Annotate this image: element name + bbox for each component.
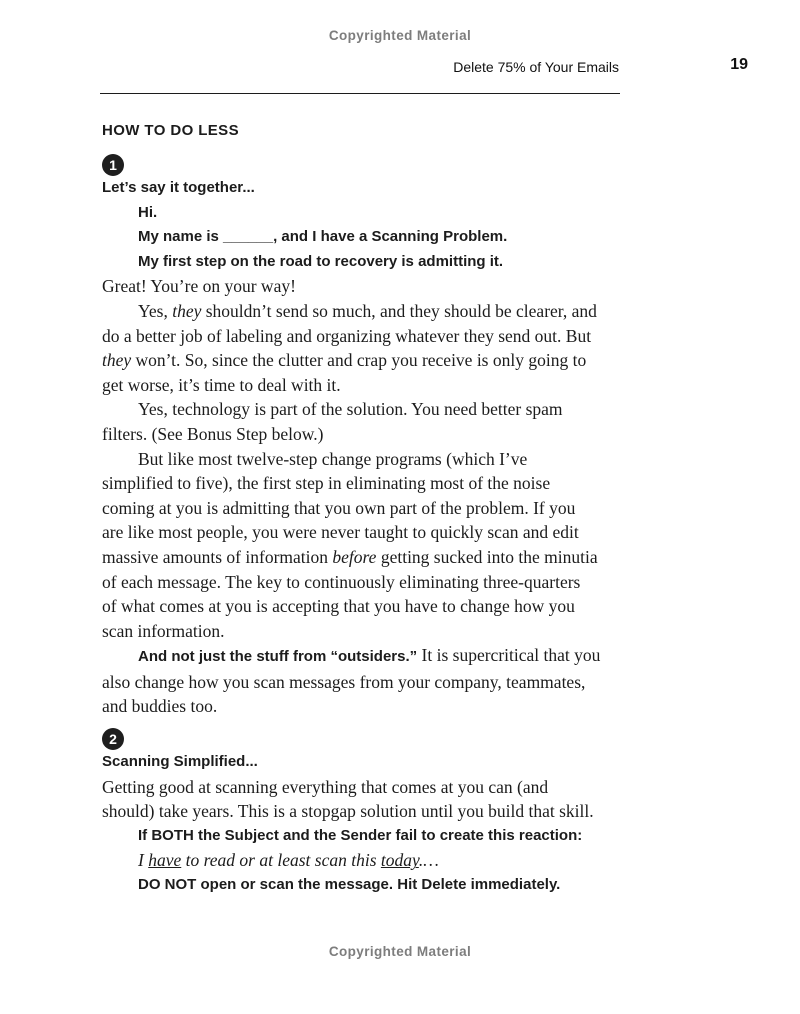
body-line: Getting good at scanning everything that comes at you can (and <box>102 776 549 797</box>
chant-line-3: My first step on the road to recovery is admitting it. <box>138 252 504 270</box>
body-line: get worse, it’s time to deal with it. <box>102 374 341 395</box>
rule-line: If BOTH the Subject and the Sender fail to create this reaction: <box>138 826 583 844</box>
chapter-title: Delete 75% of Your Emails <box>453 59 619 75</box>
body-line: they won’t. So, since the clutter and crap you receive is only going to <box>102 350 587 371</box>
body-line: scan information. <box>102 620 225 641</box>
body-line: And not just the stuff from “outsiders.” It is supercritical that you <box>138 645 601 666</box>
body-line: should) take years. This is a stopgap solution until you build that skill. <box>102 801 594 822</box>
chant-line-1: Hi. <box>138 203 158 221</box>
copyright-notice-bottom: Copyrighted Material <box>328 943 472 959</box>
running-header <box>0 58 800 74</box>
book-page <box>0 28 800 1014</box>
body-line: Yes, they shouldn’t send so much, and they should be clearer, and <box>138 300 597 321</box>
step-2-number-badge: 2 <box>102 728 124 750</box>
step-1-title: Let’s say it together... <box>102 179 255 196</box>
action-line: DO NOT open or scan the message. Hit Delete immediately. <box>138 876 561 894</box>
step-2-title: Scanning Simplified... <box>102 753 258 771</box>
body-line: filters. (See Bonus Step below.) <box>102 423 324 444</box>
header-rule <box>100 93 620 94</box>
body-line: simplified to five), the first step in eliminating most of the noise <box>102 473 551 494</box>
page-number: 19 <box>730 56 748 73</box>
body-line: But like most twelve-step change programs (which I’ve <box>138 448 528 469</box>
body-line: Great! You’re on your way! <box>102 276 296 297</box>
chant-line-2: My name is ______, and I have a Scanning Problem. <box>138 228 508 246</box>
body-line: also change how you scan messages from your company, teammates, <box>102 671 586 692</box>
page-content <box>102 122 626 898</box>
body-line: massive amounts of information before getting sucked into the minutia <box>102 546 598 567</box>
reaction-line: I have to read or at least scan this today.… <box>138 850 439 871</box>
body-line: of what comes at you is accepting that you have to change how you <box>102 596 575 617</box>
step-1-number-badge: 1 <box>102 154 124 176</box>
body-line: and buddies too. <box>102 696 218 717</box>
body-line: do a better job of labeling and organizing whatever they send out. But <box>102 325 592 346</box>
copyright-notice-top: Copyrighted Material <box>328 28 472 43</box>
section-heading: HOW TO DO LESS <box>102 122 239 139</box>
body-line: of each message. The key to continuously eliminating three-quarters <box>102 571 581 592</box>
body-line: coming at you is admitting that you own part of the problem. If you <box>102 497 576 518</box>
body-line: Yes, technology is part of the solution. You need better spam <box>138 399 563 420</box>
body-line: are like most people, you were never taught to quickly scan and edit <box>102 522 579 543</box>
